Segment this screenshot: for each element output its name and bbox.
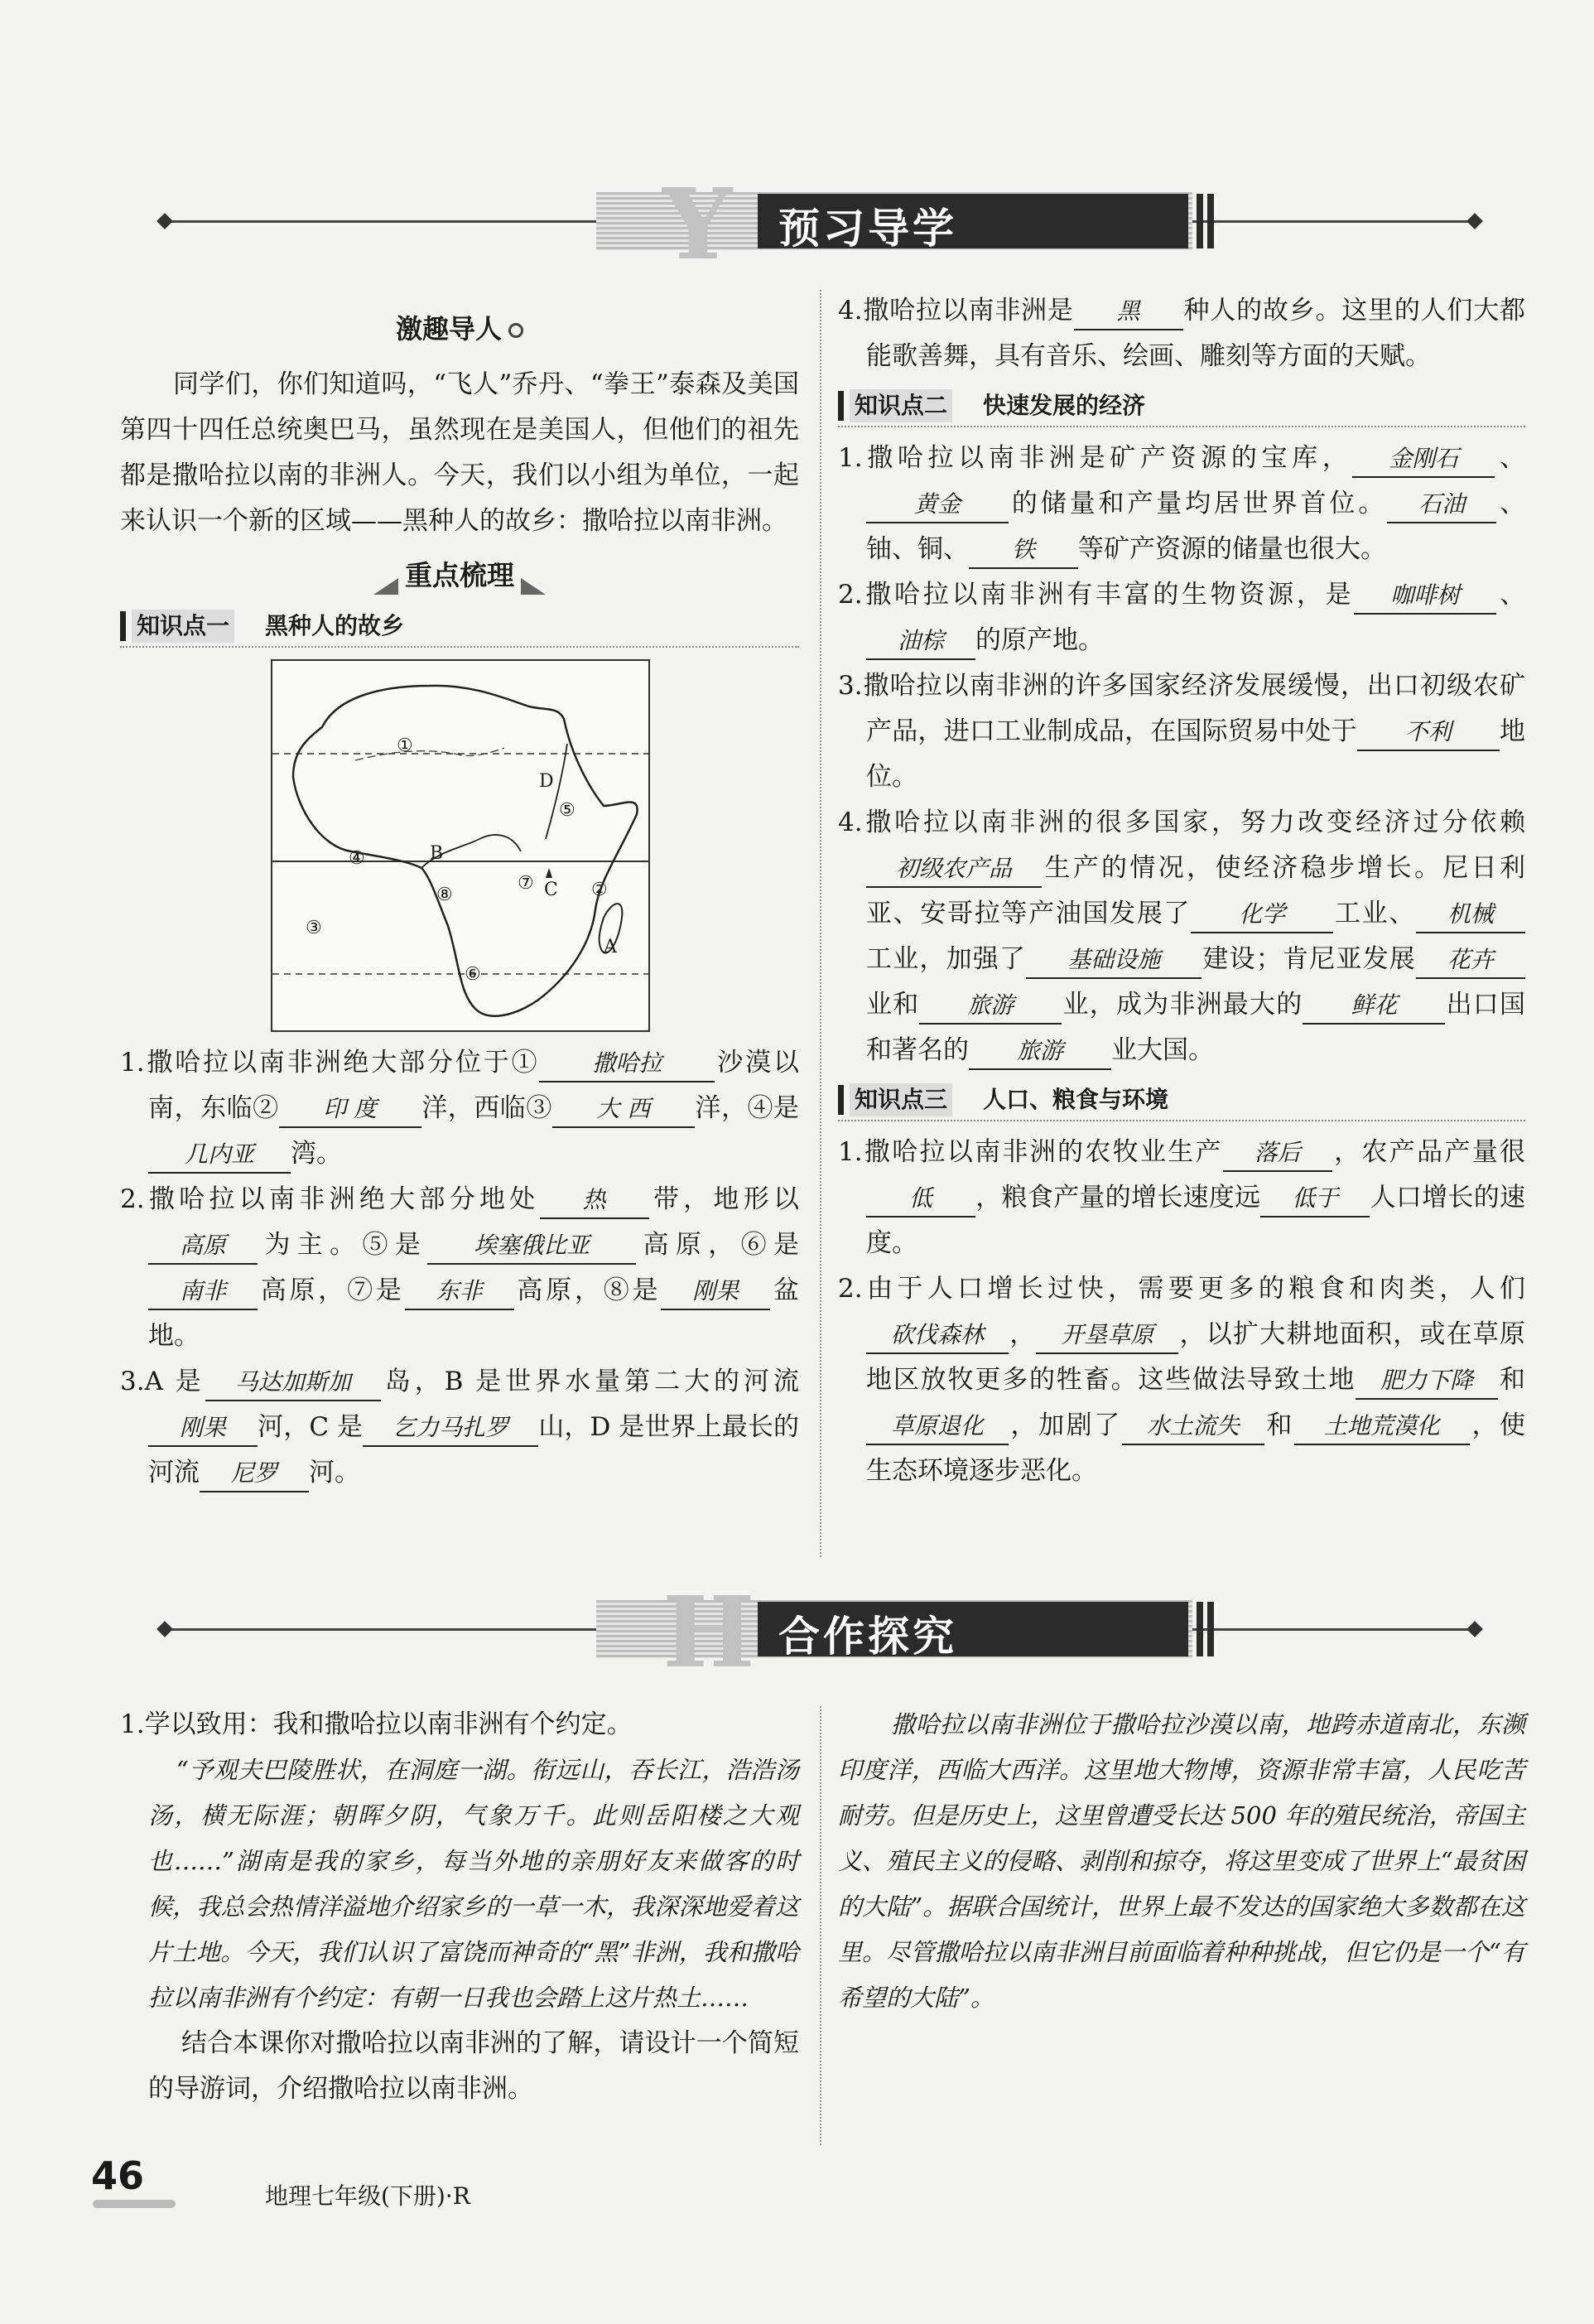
economy-1: 1.撒哈拉以南非洲是矿产资源的宝库， 金刚石 、黄金 的储量和产量均居世界首位。 石油 、铀、铜、 铁 等矿产资源的储量也很大。 <box>838 436 1525 572</box>
knowledge-point-2 <box>838 384 1525 427</box>
kp-title: 快速发展的经济 <box>983 392 1146 419</box>
cooperation-right <box>838 1702 1525 2021</box>
map-label: C <box>544 880 558 900</box>
book-title: 地理七年级(下册)·R <box>265 2182 470 2210</box>
knowledge-point-3 <box>838 1078 1525 1121</box>
cooperation-task: 结合本课你对撒哈拉以南非洲的了解，请设计一个简短的导游词，介绍撒哈拉以南非洲。 <box>148 2028 799 2104</box>
footer-accent <box>93 2200 176 2208</box>
review-heading: 重点梳理 <box>120 552 799 600</box>
map-label: ④ <box>349 848 365 869</box>
map-label: ⑤ <box>559 800 575 821</box>
map-label: ⑦ <box>518 873 534 894</box>
intro-title: 激趣导人 <box>120 306 799 352</box>
cooperation-left <box>120 1702 799 2112</box>
africa-outline <box>272 661 648 1030</box>
population-2: 2.由于人口增长过快，需要更多的粮食和肉类，人们砍伐森林 ， 开垦草原 ，以扩大耕地面积，或在草原地区放牧更多的牲畜。这些做法导致土地 肥力下降 和草原退化 ，加剧了 水土流失 和 土地荒漠化 ，使生态环境逐步恶化。 <box>838 1274 1526 1486</box>
section-header-preview <box>166 166 1474 282</box>
question-3: 3.A 是 马达加斯加 岛，B 是世界水量第二大的河流刚果 河，C 是 乞力马扎罗 山，D 是世界上最长的河流 尼罗 河。 <box>120 1359 799 1496</box>
triangle-icon <box>373 578 398 595</box>
map-label: B <box>430 843 444 864</box>
map-label: ⑥ <box>465 964 481 985</box>
kp-title: 黑种人的故乡 <box>265 612 405 639</box>
kp-tag: 知识点三 <box>850 1083 952 1116</box>
kp-title: 人口、粮食与环境 <box>983 1086 1169 1113</box>
section-letter: Y <box>662 166 733 282</box>
map-label: D <box>539 771 554 792</box>
section-title: 合作探究 <box>778 1613 957 1661</box>
section-letter: H <box>662 1574 755 1690</box>
arrow-circle-icon <box>508 323 523 338</box>
question-2: 2.撒哈拉以南非洲绝大部分地处 热 带，地形以高原 为主。⑤是 埃塞俄比亚 高原，⑥是南非 高原，⑦是 东非 高原，⑧是 刚果 盆地。 <box>120 1184 800 1351</box>
diamond-icon <box>1466 1621 1483 1637</box>
population-1: 1.撒哈拉以南非洲的农牧业生产 落后 ，农产品产量很低 ，粮食产量的增长速度远 低于 人口增长的速度。 <box>838 1137 1526 1258</box>
map-label: ② <box>591 880 608 900</box>
right-column <box>838 288 1525 1494</box>
map-label: ① <box>397 735 413 756</box>
economy-3: 3.撒哈拉以南非洲的许多国家经济发展缓慢，出口初级农矿产品，进口工业制成品，在国际贸易中处于 不利 地位。 <box>838 671 1526 792</box>
kp-tag: 知识点二 <box>850 389 952 422</box>
cooperation-answer: 撒哈拉以南非洲位于撒哈拉沙漠以南，地跨赤道南北，东濒印度洋，西临大西洋。这里地大物博，资源非常丰富，人民吃苦耐劳。但是历史上，这里曾遭受长达 500 年的殖民统治，帝国主义、殖民主义的侵略、剥削和掠夺，将这里变成了世界上“最贫困的大陆”。据联合国统计，世界上最不发达的国家绝大多数都在这里。尽管撒哈拉以南非洲目前面临着种种挑战，但它仍是一个“有希望的大陆”。 <box>838 1710 1525 2012</box>
header-bar <box>1207 194 1214 248</box>
column-divider <box>820 1706 821 2145</box>
section-title: 预习导学 <box>778 205 957 253</box>
header-bar <box>1197 194 1203 248</box>
map-label: ③ <box>306 918 322 938</box>
header-bar <box>1207 1602 1214 1656</box>
cooperation-question: 1.学以致用：我和撒哈拉以南非洲有个约定。 <box>120 1709 633 1739</box>
africa-map <box>271 659 650 1032</box>
map-label: ⑧ <box>436 885 453 905</box>
section-header-cooperation <box>166 1574 1474 1690</box>
diamond-icon <box>157 213 173 229</box>
question-4: 4.撒哈拉以南非洲是 黑 种人的故乡。这里的人们大都能歌善舞，具有音乐、绘画、雕刻等方面的天赋。 <box>838 296 1526 371</box>
kp-tag: 知识点一 <box>132 610 234 643</box>
header-bar <box>1197 1602 1203 1656</box>
knowledge-point-1 <box>120 605 799 648</box>
question-1: 1.撒哈拉以南非洲绝大部分位于① 撒哈拉 沙漠以南，东临② 印 度 洋，西临③ 大 西 洋，④是几内亚 湾。 <box>120 1040 799 1177</box>
diamond-icon <box>1466 213 1483 229</box>
cooperation-quote: “予观夫巴陵胜状，在洞庭一湖。衔远山，吞长江，浩浩汤汤，横无际涯；朝晖夕阴，气象万千。此则岳阳楼之大观也……”湖南是我的家乡，每当外地的亲朋好友来做客的时候，我总会热情洋溢地介绍家乡的一草一木，我深深地爱着这片土地。今天，我们认识了富饶而神奇的“黑”非洲，我和撒哈拉以南非洲有个约定：有朝一日我也会踏上这片热土…… <box>148 1756 799 2012</box>
column-divider <box>820 290 821 1557</box>
left-column <box>120 306 799 1496</box>
triangle-icon <box>521 578 546 595</box>
map-label: A <box>604 937 617 957</box>
economy-4: 4.撒哈拉以南非洲的很多国家，努力改变经济过分依赖初级农产品 生产的情况，使经济稳步增长。尼日利亚、安哥拉等产油国发展了 化学 工业、 机械工业，加强了 基础设施 建设；肯尼亚发展 花卉业和 旅游 业，成为非洲最大的 鲜花 出口国和著名的 旅游 业大国。 <box>838 800 1525 1073</box>
economy-2: 2.撒哈拉以南非洲有丰富的生物资源，是 咖啡树 、油棕 的原产地。 <box>838 572 1525 663</box>
intro-text: 同学们，你们知道吗，“飞人”乔丹、“拳王”泰森及美国第四十四任总统奥巴马，虽然现在是美国人，但他们的祖先都是撒哈拉以南的非洲人。今天，我们以小组为单位，一起来认识一个新的区域——黑种人的故乡：撒哈拉以南非洲。 <box>120 369 799 536</box>
page-number: 46 <box>91 2153 145 2198</box>
diamond-icon <box>157 1621 173 1637</box>
